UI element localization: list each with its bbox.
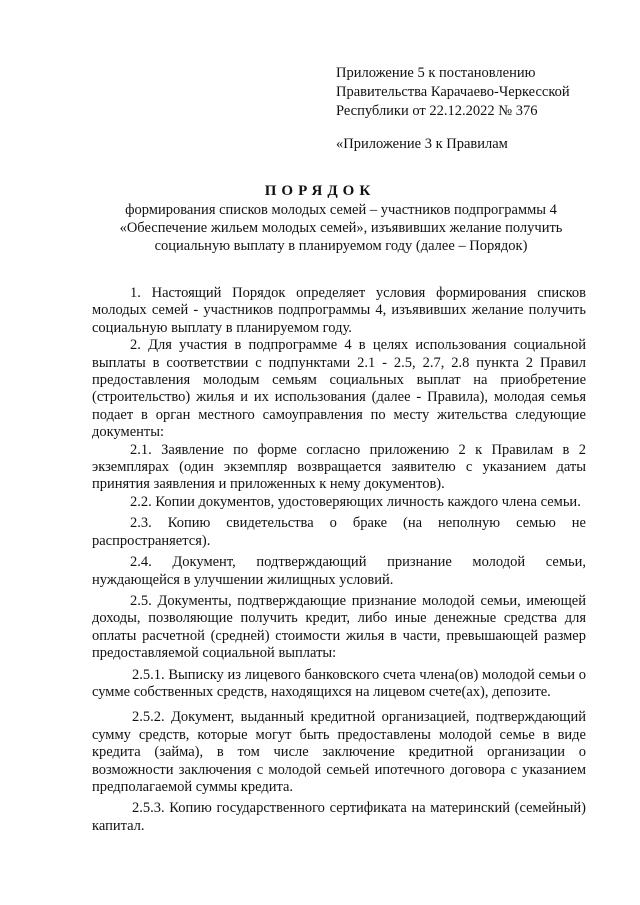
document-title: ПОРЯДОК (264, 183, 376, 199)
appendix-header (336, 64, 616, 121)
document-subtitle (86, 201, 596, 255)
paragraph-2-1: 2.1. Заявление по форме согласно приложению 2 к Правилам в 2 экземплярах (один экземпляр возвращается заявителю с указанием даты принятия заявления и приложенных к нему документов). (92, 441, 586, 493)
appendix-rules-reference: «Приложение 3 к Правилам (336, 136, 508, 152)
subtitle-line-1: формирования списков молодых семей – участников подпрограммы 4 (125, 202, 557, 218)
paragraph-2-3: 2.3. Копию свидетельства о браке (на неполную семью не распространяется). (92, 515, 586, 549)
appendix-line-3: Республики от 22.12.2022 № 376 (336, 103, 538, 119)
document-body (92, 285, 586, 835)
paragraph-2-5-1: 2.5.1. Выписку из лицевого банковского счета члена(ов) молодой семьи о сумме собственных средств, находящихся на лицевом счете(ах), депозите. (92, 666, 586, 700)
subtitle-line-2: «Обеспечение жильем молодых семей», изъявивших желание получить (119, 220, 563, 236)
paragraph-2: 2. Для участия в подпрограмме 4 в целях использования социальной выплаты в соответствии с подпунктами 2.1 - 2.5, 2.7, 2.8 пункта 2 Правил предоставления молодым семьям социальных выплат на приобретение (строительство) жилья и их использования (далее - Правила), молодая семья подает в орган местного самоуправления по месту жительства следующие документы: (92, 337, 586, 441)
paragraph-2-5-2: 2.5.2. Документ, выданный кредитной организацией, подтверждающий сумму средств, которые могут быть предоставлены молодой семье в виде кредита (займа), в том числе заключение кредитной организации о возможности заключения с молодой семьей ипотечного договора с указанием предполагаемой суммы кредита. (92, 709, 586, 795)
paragraph-2-5-3: 2.5.3. Копию государственного сертификата на материнский (семейный) капитал. (92, 800, 586, 834)
paragraph-2-5: 2.5. Документы, подтверждающие признание молодой семьи, имеющей доходы, позволяющие получить кредит, либо иные денежные средства для оплаты расчетной (средней) стоимости жилья в части, превышающей размер предоставляемой социальной выплаты: (92, 592, 586, 662)
paragraph-2-4: 2.4. Документ, подтверждающий признание молодой семьи, нуждающейся в улучшении жилищных условий. (92, 554, 586, 588)
paragraph-1: 1. Настоящий Порядок определяет условия формирования списков молодых семей - участников подпрограммы 4, изъявивших желание получить социальную выплату в планируемом году. (92, 285, 586, 336)
appendix-line-1: Приложение 5 к постановлению (336, 65, 536, 81)
paragraph-2-2: 2.2. Копии документов, удостоверяющих личность каждого члена семьи. (130, 493, 581, 510)
appendix-line-2: Правительства Карачаево-Черкесской (336, 84, 570, 100)
subtitle-line-3: социальную выплату в планируемом году (далее – Порядок) (154, 238, 528, 254)
